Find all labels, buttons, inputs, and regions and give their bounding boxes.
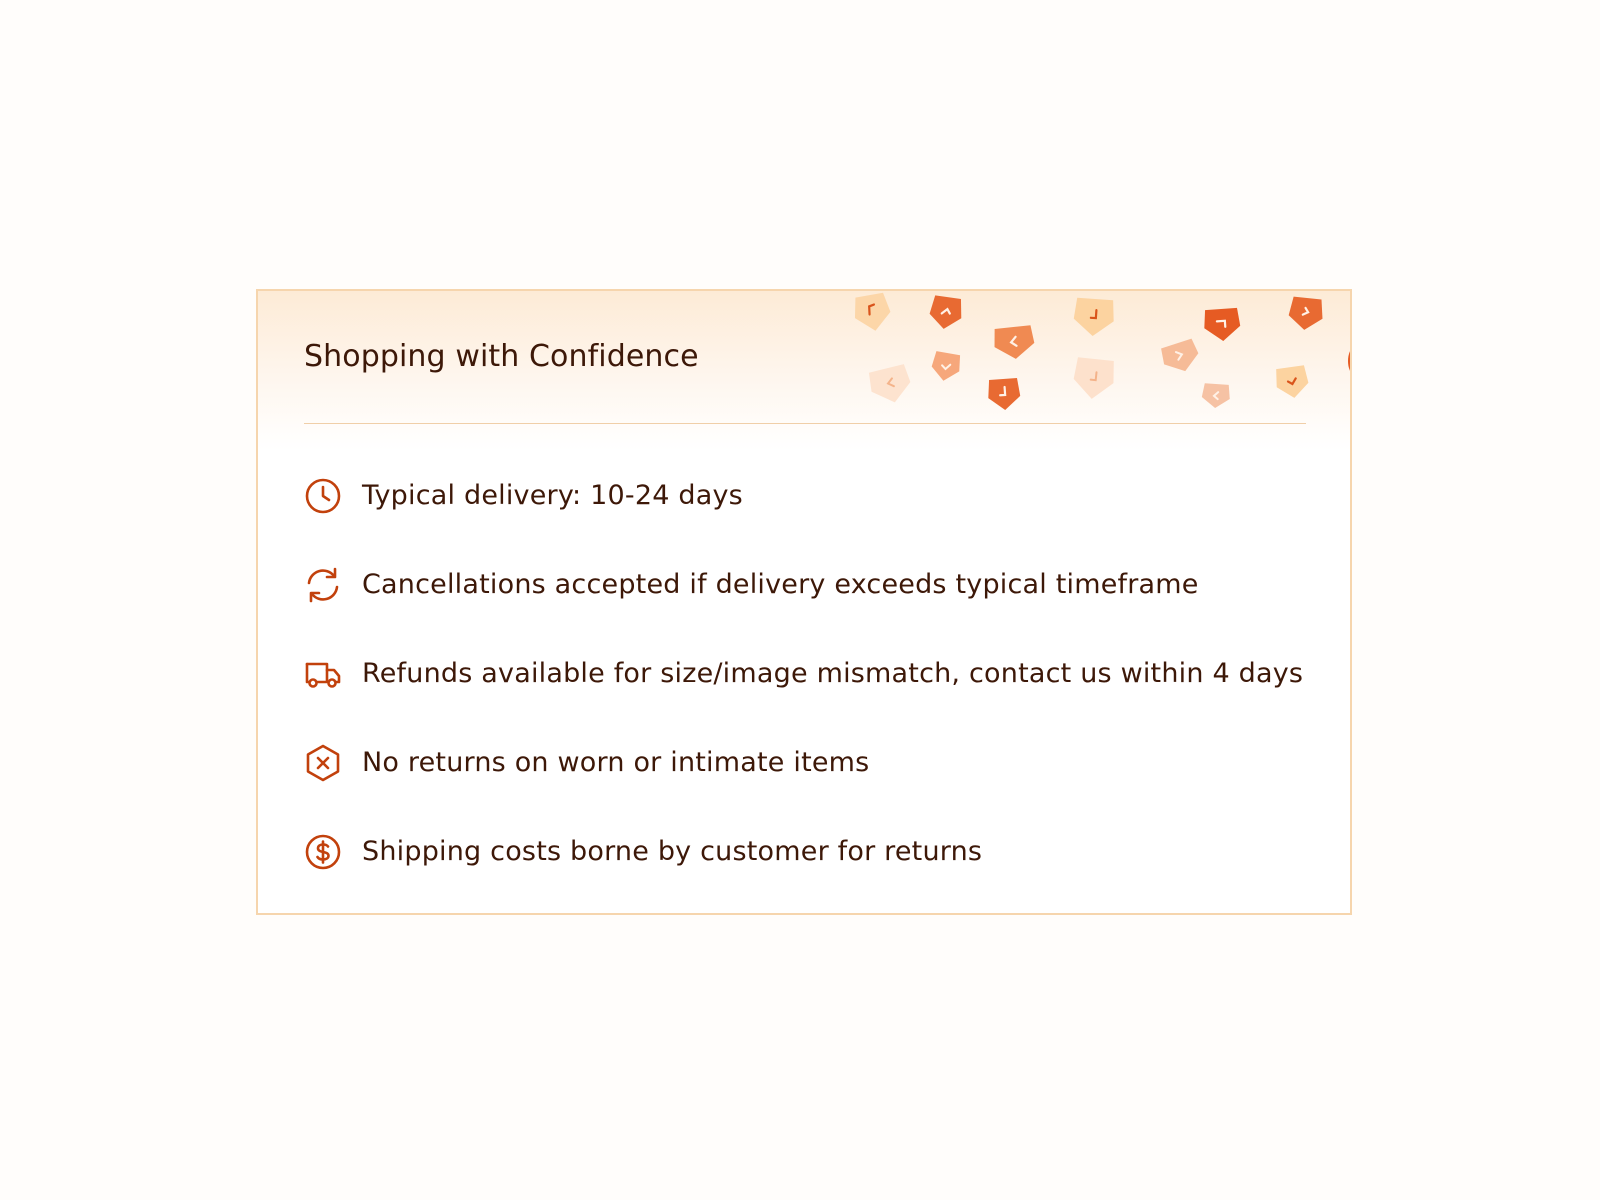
policy-item-cancellations [304,540,1334,629]
confetti-decoration [848,291,1352,421]
refresh-icon [304,566,342,604]
truck-icon [304,655,342,693]
shopping-confidence-card [256,289,1352,915]
policy-text: Cancellations accepted if delivery exceeds typical timeframe [362,569,1199,600]
policy-list [304,451,1334,896]
policy-text: Typical delivery: 10-24 days [362,480,743,511]
clock-icon [304,477,342,515]
card-title: Shopping with Confidence [304,339,699,374]
title-divider [304,423,1306,424]
policy-text: Shipping costs borne by customer for returns [362,836,983,867]
policy-item-no-returns [304,718,1334,807]
policy-text: Refunds available for size/image mismatch, contact us within 4 days [362,658,1304,689]
policy-item-refunds [304,629,1334,718]
policy-item-shipping-costs [304,807,1334,896]
policy-item-delivery [304,451,1334,540]
hexagon-x-icon [304,744,342,782]
policy-text: No returns on worn or intimate items [362,747,870,778]
dollar-circle-icon [304,833,342,871]
